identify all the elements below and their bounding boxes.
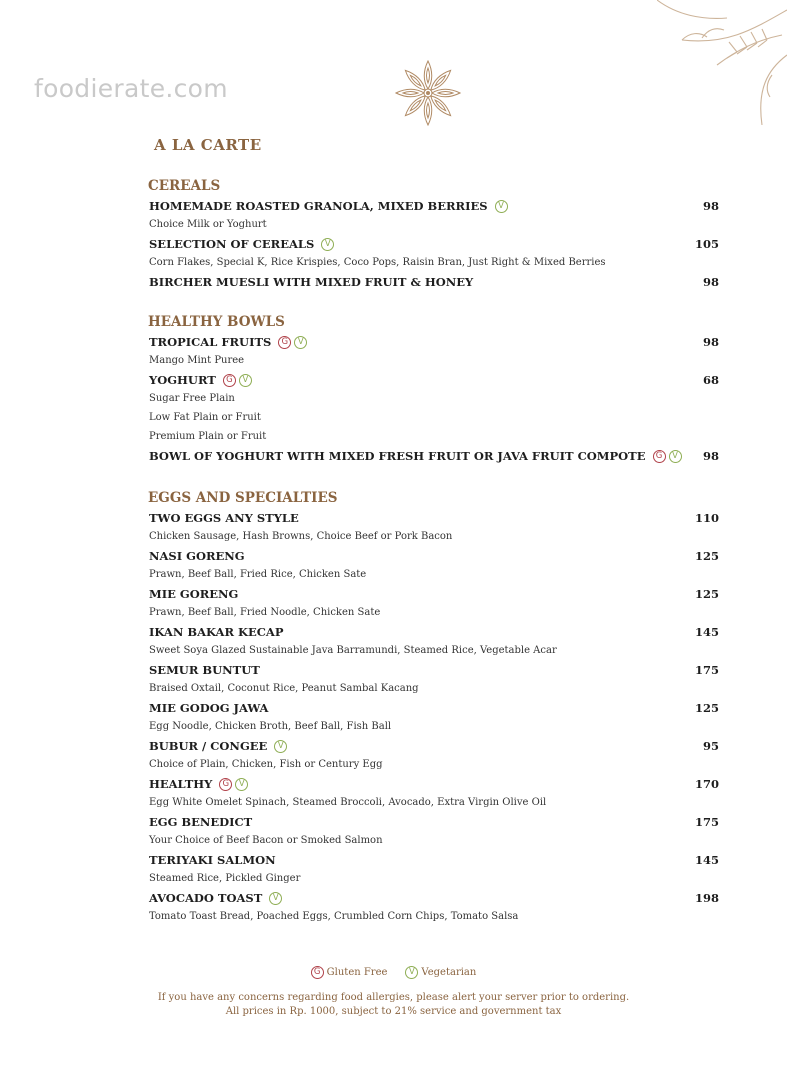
menu-title: A LA CARTE: [154, 136, 262, 154]
menu-item-description: Steamed Rice, Pickled Ginger: [149, 873, 301, 884]
menu-item-price: 145: [694, 853, 719, 867]
vegetarian-icon: V: [405, 966, 418, 979]
gluten-free-icon: G: [223, 374, 236, 387]
menu-item-description: Sweet Soya Glazed Sustainable Java Barramundi, Steamed Rice, Vegetable Acar: [149, 645, 557, 656]
menu-item-price: 98: [702, 449, 719, 463]
menu-item-label: MIE GODOG JAWA: [149, 701, 269, 715]
menu-item-description: Choice Milk or Yoghurt: [149, 219, 267, 230]
menu-item-label: TERIYAKI SALMON: [149, 853, 276, 867]
menu-item-name: [149, 587, 238, 601]
menu-item-price: 98: [702, 335, 719, 349]
menu-item-name: [149, 275, 473, 289]
vegetarian-icon: V: [294, 336, 307, 349]
menu-item-name: [149, 549, 245, 563]
menu-item-label: MIE GORENG: [149, 587, 239, 601]
menu-item-price: 95: [702, 739, 719, 753]
gluten-free-icon: G: [653, 450, 666, 463]
legend-vegetarian-label: Vegetarian: [421, 967, 477, 978]
menu-item-name: [149, 625, 284, 639]
gluten-free-icon: G: [278, 336, 291, 349]
menu-item-name: [149, 449, 682, 463]
allergy-note: If you have any concerns regarding food allergies, please alert your server prior to ordering.: [157, 992, 630, 1003]
menu-item-price: 110: [694, 511, 719, 525]
vegetarian-icon: V: [495, 200, 508, 213]
menu-item-description: Choice of Plain, Chicken, Fish or Century Egg: [149, 759, 383, 770]
menu-item-label: YOGHURT: [149, 373, 216, 387]
menu-item-label: EGG BENEDICT: [149, 815, 253, 829]
menu-item-price: 145: [694, 625, 719, 639]
menu-item-label: BIRCHER MUESLI WITH MIXED FRUIT & HONEY: [149, 275, 474, 289]
menu-item-label: IKAN BAKAR KECAP: [149, 625, 284, 639]
menu-item-description: Corn Flakes, Special K, Rice Krispies, Coco Pops, Raisin Bran, Just Right & Mixed Berries: [149, 257, 606, 268]
menu-item-name: [149, 853, 276, 867]
section-heading: CEREALS: [148, 178, 221, 194]
menu-item-description: Mango Mint Puree: [149, 355, 245, 366]
menu-item-name: [149, 199, 508, 213]
vegetarian-icon: V: [269, 892, 282, 905]
mandala-ornament-icon: [393, 58, 463, 128]
menu-item-label: SELECTION OF CEREALS: [149, 237, 315, 251]
menu-item-price: 198: [694, 891, 719, 905]
legend-vegetarian: [405, 966, 476, 979]
vegetarian-icon: V: [321, 238, 334, 251]
wheat-leaves-icon: [657, 0, 787, 125]
menu-item-description: Your Choice of Beef Bacon or Smoked Salmon: [149, 835, 383, 846]
menu-item-name: [149, 739, 287, 753]
menu-item-description: Egg White Omelet Spinach, Steamed Broccoli, Avocado, Extra Virgin Olive Oil: [149, 797, 547, 808]
menu-item-price: 175: [694, 663, 719, 677]
legend: [0, 966, 787, 979]
vegetarian-icon: V: [239, 374, 252, 387]
menu-item-label: SEMUR BUNTUT: [149, 663, 260, 677]
menu-item-description: Chicken Sausage, Hash Browns, Choice Beef or Pork Bacon: [149, 531, 453, 542]
price-note: All prices in Rp. 1000, subject to 21% service and government tax: [225, 1006, 562, 1017]
menu-item-price: 105: [694, 237, 719, 251]
menu-item-label: BUBUR / CONGEE: [149, 739, 268, 753]
watermark: foodierate.com: [34, 74, 228, 103]
vegetarian-icon: V: [669, 450, 682, 463]
menu-item-price: 98: [702, 199, 719, 213]
menu-item-label: AVOCADO TOAST: [149, 891, 263, 905]
menu-item-name: [149, 237, 334, 251]
section-heading: HEALTHY BOWLS: [148, 314, 285, 330]
menu-item-label: BOWL OF YOGHURT WITH MIXED FRESH FRUIT OR JAVA FRUIT COMPOTE: [149, 449, 646, 463]
menu-item-price: 175: [694, 815, 719, 829]
menu-item-description: Premium Plain or Fruit: [149, 431, 267, 442]
menu-item-description: Egg Noodle, Chicken Broth, Beef Ball, Fish Ball: [149, 721, 392, 732]
menu-item-label: TROPICAL FRUITS: [149, 335, 272, 349]
menu-item-name: [149, 511, 299, 525]
vegetarian-icon: V: [274, 740, 287, 753]
menu-item-price: 125: [694, 701, 719, 715]
menu-item-name: [149, 373, 252, 387]
menu-item-description: Low Fat Plain or Fruit: [149, 412, 261, 423]
menu-item-name: [149, 891, 282, 905]
gluten-free-icon: G: [311, 966, 324, 979]
menu-item-price: 125: [694, 587, 719, 601]
legend-gluten-free-label: Gluten Free: [326, 967, 388, 978]
menu-item-price: 98: [702, 275, 719, 289]
menu-item-name: [149, 815, 252, 829]
menu-item-label: HOMEMADE ROASTED GRANOLA, MIXED BERRIES: [149, 199, 488, 213]
gluten-free-icon: G: [219, 778, 232, 791]
menu-item-price: 125: [694, 549, 719, 563]
menu-item-description: Prawn, Beef Ball, Fried Noodle, Chicken Sate: [149, 607, 381, 618]
menu-item-description: Braised Oxtail, Coconut Rice, Peanut Sambal Kacang: [149, 683, 419, 694]
vegetarian-icon: V: [235, 778, 248, 791]
menu-item-description: Prawn, Beef Ball, Fried Rice, Chicken Sate: [149, 569, 367, 580]
section-heading: EGGS AND SPECIALTIES: [148, 490, 338, 506]
menu-item-price: 68: [702, 373, 719, 387]
menu-item-name: [149, 701, 268, 715]
legend-gluten-free: [311, 966, 388, 979]
menu-item-name: [149, 335, 307, 349]
menu-item-description: Sugar Free Plain: [149, 393, 235, 404]
menu-item-label: HEALTHY: [149, 777, 213, 791]
menu-item-name: [149, 663, 260, 677]
menu-item-label: TWO EGGS ANY STYLE: [149, 511, 299, 525]
menu-item-price: 170: [694, 777, 719, 791]
menu-item-name: [149, 777, 248, 791]
menu-item-label: NASI GORENG: [149, 549, 245, 563]
menu-item-description: Tomato Toast Bread, Poached Eggs, Crumbled Corn Chips, Tomato Salsa: [149, 911, 519, 922]
